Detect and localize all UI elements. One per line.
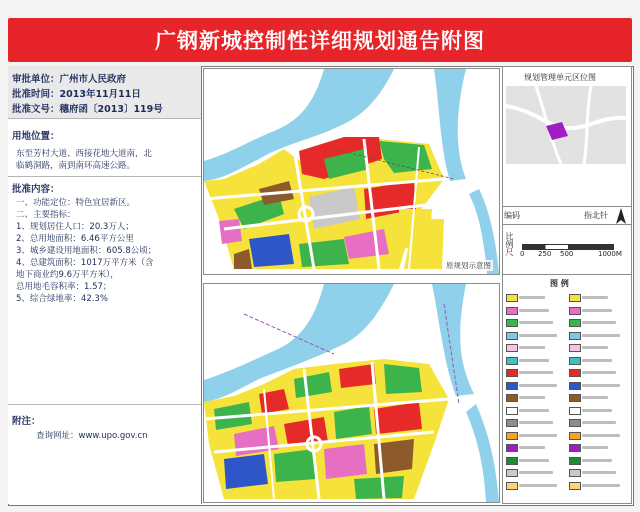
legend-text-placeholder bbox=[582, 396, 608, 399]
legend-swatch bbox=[569, 407, 581, 415]
location-line-1: 东至芳村大道、西接花地大道南，北 bbox=[16, 149, 153, 159]
legend-swatch bbox=[506, 369, 518, 377]
divider bbox=[8, 176, 201, 177]
content-line: 总用地毛容积率：1.57； bbox=[16, 282, 112, 292]
content-line: 1、规划居住人口：20.3万人； bbox=[16, 222, 134, 232]
legend-swatch bbox=[569, 432, 581, 440]
legend-text-placeholder bbox=[582, 359, 612, 362]
legend-text-placeholder bbox=[582, 459, 612, 462]
legend-text-placeholder bbox=[519, 346, 545, 349]
legend-text-placeholder bbox=[582, 471, 616, 474]
legend-swatch bbox=[569, 469, 581, 477]
legend-swatch bbox=[569, 444, 581, 452]
page-title: 广钢新城控制性详细规划通告附图 bbox=[155, 29, 485, 53]
location-heading: 用地位置： bbox=[12, 131, 60, 142]
legend-text-placeholder bbox=[519, 446, 545, 449]
legend-text-placeholder bbox=[582, 296, 608, 299]
legend-text-placeholder bbox=[519, 371, 553, 374]
north-arrow-icon bbox=[616, 208, 626, 224]
original-plan-map bbox=[203, 68, 500, 275]
legend-text-placeholder bbox=[582, 334, 620, 337]
legend-swatch bbox=[506, 394, 518, 402]
legend-text-placeholder bbox=[582, 421, 616, 424]
legend-text-placeholder bbox=[519, 421, 553, 424]
approval-time: 批准时间：2013年11月11日 bbox=[12, 89, 141, 100]
scale-tick: 1000M bbox=[598, 250, 622, 258]
content-line: 5、综合绿地率：42.3% bbox=[16, 294, 108, 304]
legend-text-placeholder bbox=[582, 484, 620, 487]
legend-swatch bbox=[569, 332, 581, 340]
original-plan-drawing bbox=[204, 69, 499, 274]
compass-label: 指北针 bbox=[584, 211, 608, 220]
legend-text-placeholder bbox=[519, 359, 549, 362]
top-map-label: 原规划示意图 bbox=[446, 261, 491, 270]
divider bbox=[8, 404, 201, 405]
query-url: 查询网址：www.upo.gov.cn bbox=[36, 431, 148, 441]
info-panel bbox=[8, 66, 202, 504]
legend-swatch bbox=[569, 344, 581, 352]
legend-text-placeholder bbox=[582, 446, 608, 449]
legend-text-placeholder bbox=[519, 409, 549, 412]
legend-swatch bbox=[506, 307, 518, 315]
content-heading: 批准内容： bbox=[12, 184, 60, 195]
legend-text-placeholder bbox=[519, 471, 553, 474]
current-plan-map bbox=[203, 283, 500, 503]
legend-text-placeholder bbox=[582, 346, 608, 349]
content-line: 2、总用地面积：6.46平方公里 bbox=[16, 234, 134, 244]
legend-swatch bbox=[569, 307, 581, 315]
legend-text-placeholder bbox=[582, 434, 620, 437]
legend-text-placeholder bbox=[519, 309, 549, 312]
legend-swatch bbox=[506, 294, 518, 302]
legend-text-placeholder bbox=[519, 384, 557, 387]
legend-text-placeholder bbox=[519, 459, 549, 462]
legend-swatch bbox=[506, 407, 518, 415]
legend-swatch bbox=[506, 444, 518, 452]
content-line: 3、城乡建设用地面积：605.8公顷； bbox=[16, 246, 157, 256]
locator-title: 规划管理单元区位图 bbox=[524, 73, 596, 82]
locator-map bbox=[506, 86, 626, 164]
content-line: 4、总建筑面积：1017万平方米（含 bbox=[16, 258, 154, 268]
legend-text-placeholder bbox=[582, 384, 620, 387]
title-bar bbox=[8, 18, 632, 62]
legend-swatch bbox=[506, 332, 518, 340]
legend-swatch bbox=[569, 394, 581, 402]
legend-text-placeholder bbox=[582, 409, 612, 412]
legend-title: 图 例 bbox=[550, 279, 569, 288]
legend-swatch bbox=[506, 382, 518, 390]
location-line-2: 临鹤洞路，南到南环高速公路。 bbox=[16, 161, 136, 171]
legend-text-placeholder bbox=[582, 371, 616, 374]
note-heading: 附注： bbox=[12, 416, 41, 427]
scale-tick: 0 bbox=[520, 250, 525, 258]
approval-doc: 批准文号：穗府函〔2013〕119号 bbox=[12, 104, 163, 115]
legend-swatch bbox=[506, 319, 518, 327]
legend-swatch bbox=[569, 457, 581, 465]
legend-text-placeholder bbox=[519, 296, 545, 299]
legend-text-placeholder bbox=[519, 396, 545, 399]
legend-text-placeholder bbox=[519, 321, 553, 324]
scale-label: 比例尺 bbox=[505, 232, 514, 256]
legend-text-placeholder bbox=[519, 334, 557, 337]
right-panel bbox=[502, 66, 632, 504]
scale-tick: 500 bbox=[560, 250, 574, 258]
legend-text-placeholder bbox=[582, 309, 612, 312]
legend-swatch bbox=[569, 419, 581, 427]
legend-swatch bbox=[569, 369, 581, 377]
legend-text-placeholder bbox=[519, 484, 557, 487]
legend-swatch bbox=[506, 469, 518, 477]
approval-unit: 审批单位：广州市人民政府 bbox=[12, 74, 127, 85]
legend-text-placeholder bbox=[582, 321, 616, 324]
legend-swatch bbox=[569, 319, 581, 327]
legend-swatch bbox=[506, 457, 518, 465]
legend-text-placeholder bbox=[519, 434, 557, 437]
legend-swatch bbox=[506, 357, 518, 365]
legend-swatch bbox=[506, 344, 518, 352]
content-line: 一、功能定位：特色宜居新区。 bbox=[16, 198, 136, 208]
legend-swatch bbox=[569, 294, 581, 302]
content-line: 地下商业约9.6万平方米）， bbox=[16, 270, 119, 280]
legend-swatch bbox=[569, 482, 581, 490]
legend-swatch bbox=[506, 419, 518, 427]
legend-swatch bbox=[569, 382, 581, 390]
content-line: 二、主要指标： bbox=[16, 210, 76, 220]
code-row bbox=[502, 206, 632, 226]
legend-swatch bbox=[506, 432, 518, 440]
legend-swatch bbox=[506, 482, 518, 490]
current-plan-drawing bbox=[204, 284, 499, 502]
code-label: 编码 bbox=[504, 211, 520, 220]
scale-tick: 250 bbox=[538, 250, 552, 258]
legend-swatch bbox=[569, 357, 581, 365]
